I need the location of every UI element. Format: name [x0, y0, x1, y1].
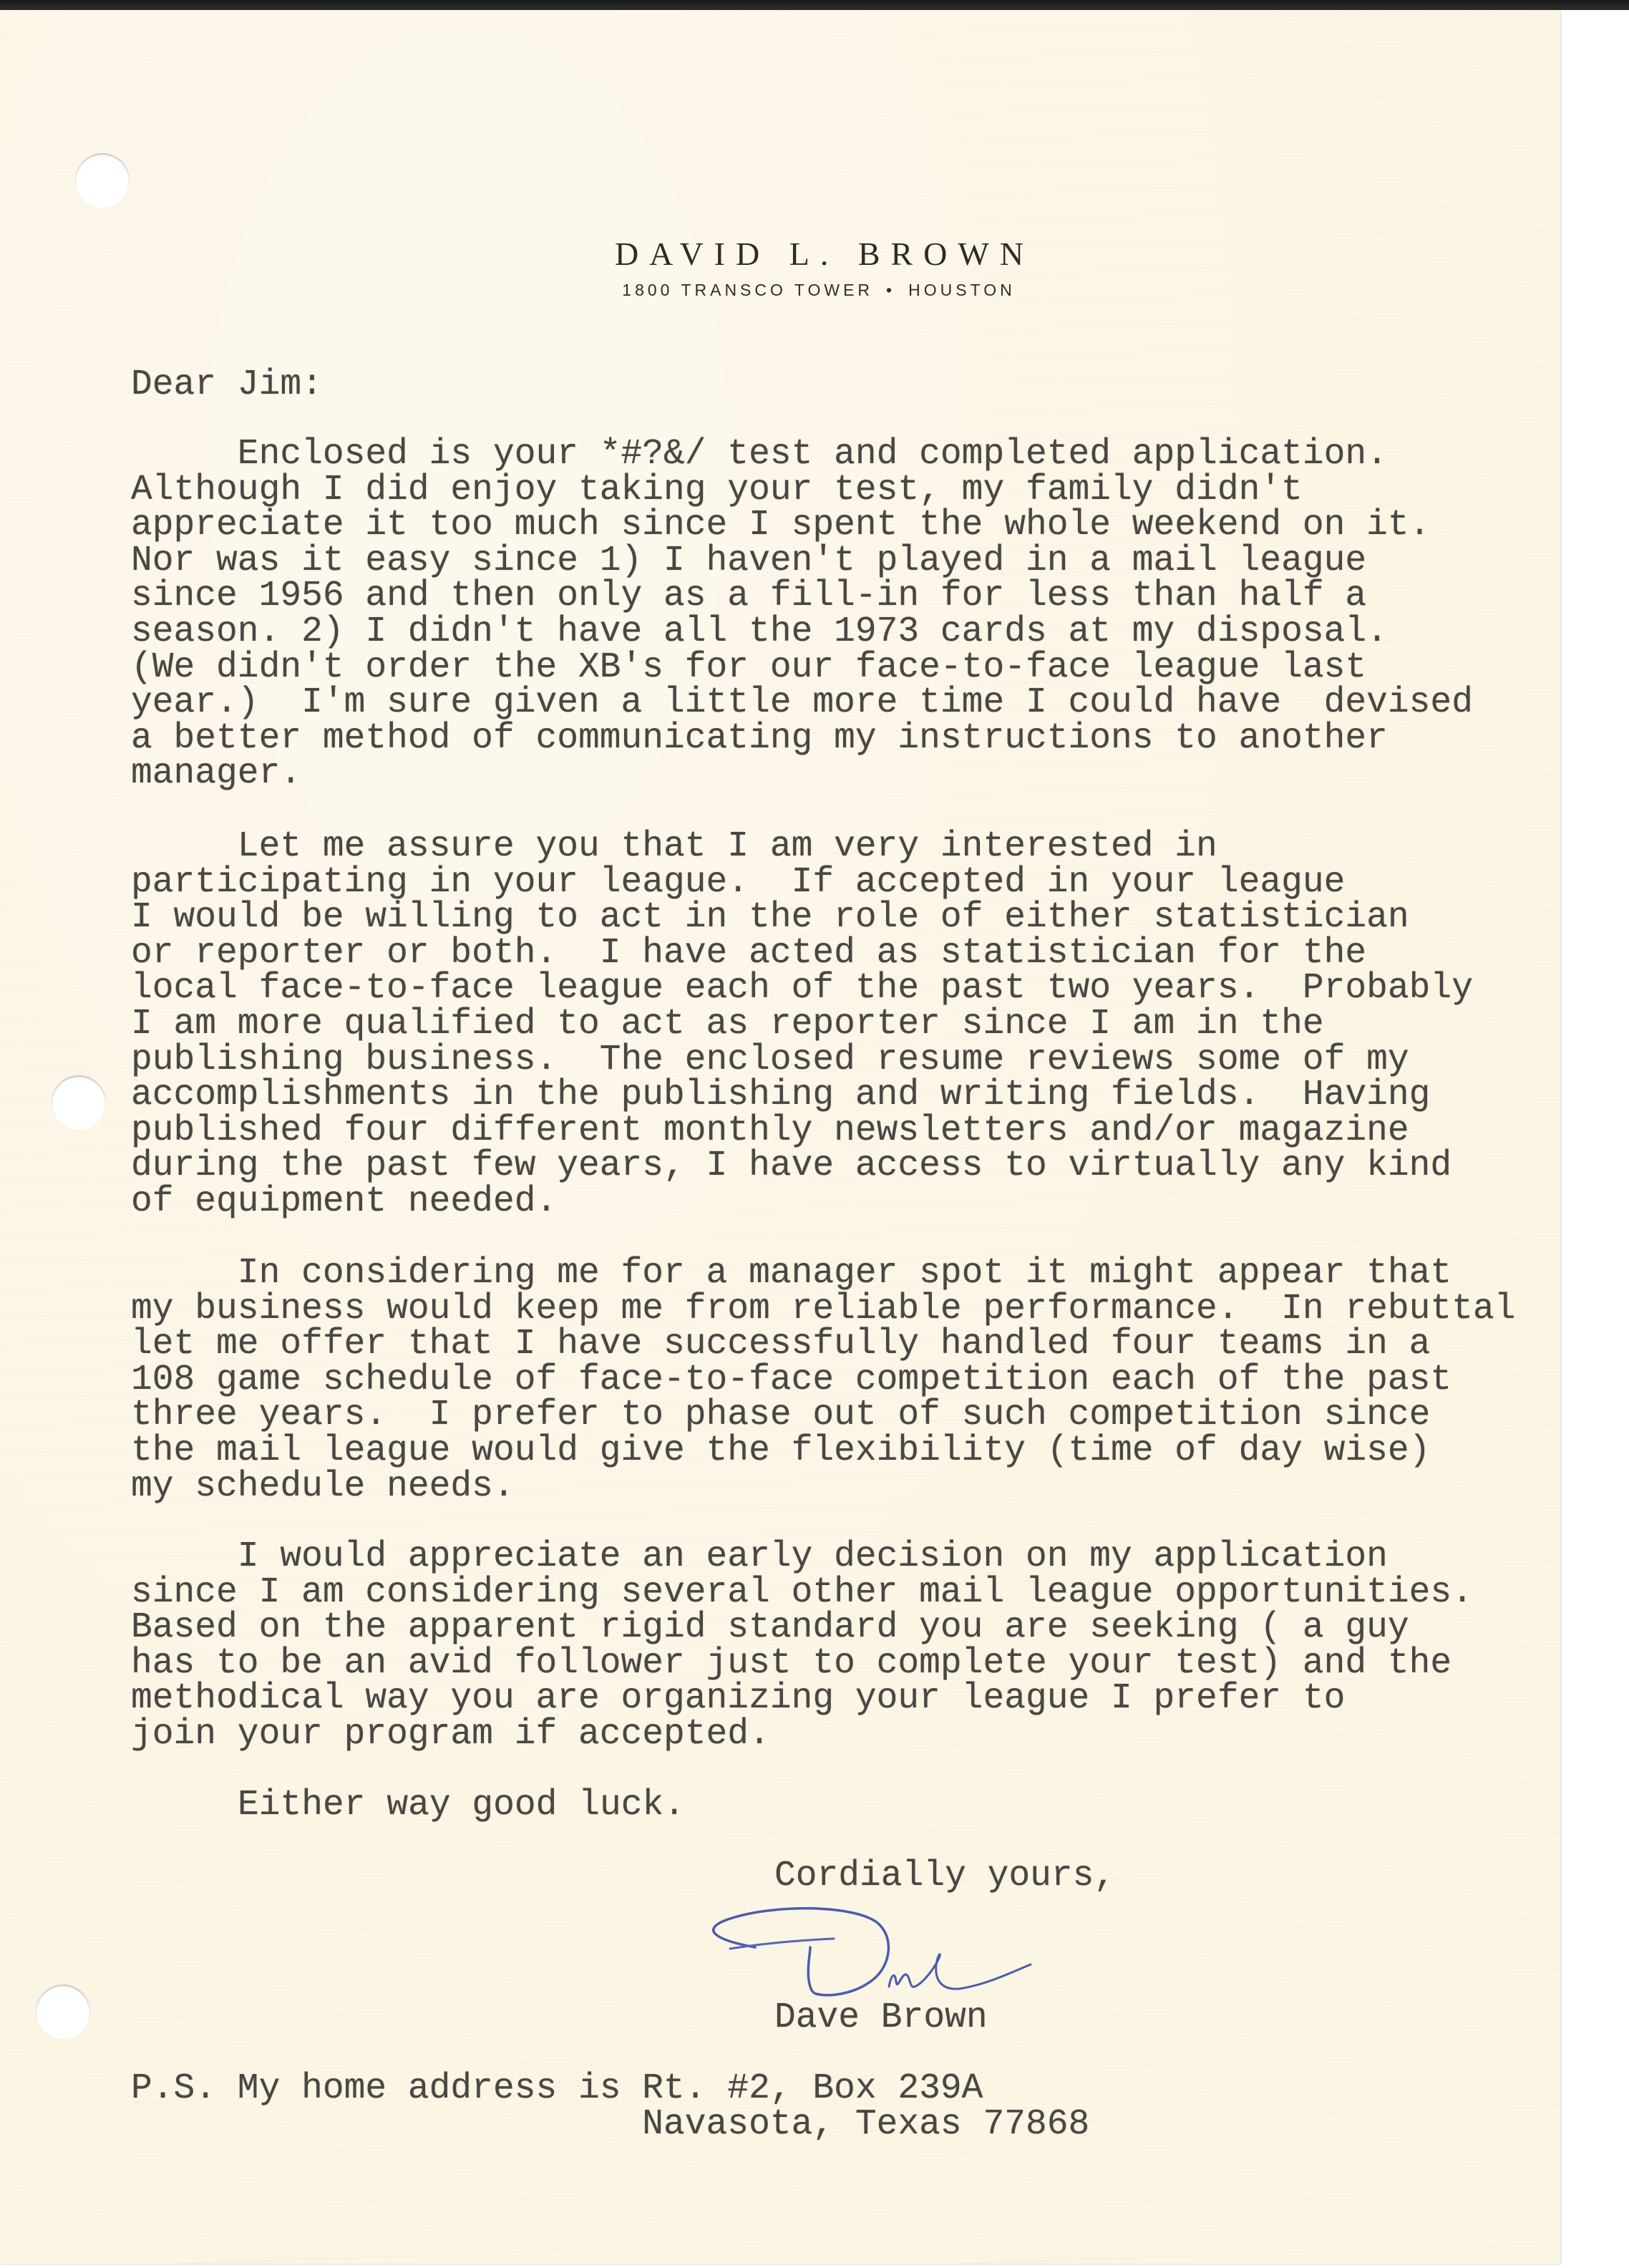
punch-hole-middle — [52, 1075, 106, 1130]
paragraph-1 — [131, 434, 1473, 794]
paragraph-line: the mail league would give the flexibility (time of day wise) — [131, 1430, 1431, 1470]
paragraph-line: Enclosed is your *#?&/ test and completed application. — [131, 434, 1388, 474]
paragraph-line: three years. I prefer to phase out of such competition since — [131, 1395, 1431, 1435]
punch-hole-bottom — [36, 1984, 90, 2039]
printed-signature-name: Dave Brown — [774, 1997, 988, 2037]
postscript-line-1: P.S. My home address is Rt. #2, Box 239A — [131, 2068, 983, 2108]
paragraph-line: local face-to-face league each of the past two years. Probably — [131, 968, 1473, 1009]
postscript — [131, 2068, 1090, 2144]
paragraph-2 — [131, 826, 1473, 1221]
paragraph-3 — [131, 1253, 1516, 1506]
paragraph-line: my schedule needs. — [131, 1465, 515, 1506]
paragraph-line: my business would keep me from reliable performance. In rebuttal — [131, 1288, 1516, 1329]
paragraph-4 — [131, 1536, 1473, 1754]
paragraph-line: let me offer that I have successfully handled four teams in a — [131, 1324, 1431, 1365]
paragraph-line: In considering me for a manager spot it might appear that — [131, 1253, 1452, 1293]
paragraph-line: since I am considering several other mail league opportunities. — [131, 1571, 1473, 1612]
paragraph-line: published four different monthly newsletters and/or magazine — [131, 1110, 1409, 1150]
letterhead-city: HOUSTON — [908, 281, 1016, 299]
bullet-separator-icon: • — [886, 281, 896, 299]
paragraph-line: during the past few years, I have access to virtually any kind — [131, 1145, 1452, 1186]
scanner-edge-band — [0, 0, 1629, 10]
paragraph-line: Although I did enjoy taking your test, my family didn't — [131, 469, 1303, 510]
paragraph-line: Nor was it easy since 1) I haven't played in a mail league — [131, 540, 1367, 581]
paragraph-line: publishing business. The enclosed resume reviews some of my — [131, 1039, 1409, 1080]
letterhead-street: 1800 TRANSCO TOWER — [622, 281, 874, 299]
postscript-line-2: Navasota, Texas 77868 — [131, 2103, 1090, 2144]
paragraph-line: season. 2) I didn't have all the 1973 cards at my disposal. — [131, 611, 1388, 651]
paragraph-line: (We didn't order the XB's for our face-to-face league last — [131, 646, 1367, 687]
paragraph-line: join your program if accepted. — [131, 1713, 770, 1754]
paragraph-line: manager. — [131, 753, 302, 794]
paragraph-line: appreciate it too much since I spent the whole weekend on it. — [131, 505, 1431, 546]
handwritten-signature-icon — [687, 1890, 1074, 2005]
paragraph-line: methodical way you are organizing your league I prefer to — [131, 1678, 1346, 1719]
paragraph-line: participating in your league. If accepted in your league — [131, 861, 1346, 902]
paragraph-line: Let me assure you that I am very interested in — [131, 826, 1217, 866]
paragraph-line: accomplishments in the publishing and writing fields. Having — [131, 1075, 1431, 1115]
paragraph-line: has to be an avid follower just to complete your test) and the — [131, 1642, 1452, 1683]
salutation: Dear Jim: — [131, 364, 323, 404]
paragraph-line: year.) I'm sure given a little more time I could have devised — [131, 682, 1473, 723]
paragraph-line: of equipment needed. — [131, 1181, 558, 1221]
closing-remark: Either way good luck. — [238, 1785, 685, 1825]
valediction: Cordially yours, — [774, 1856, 1116, 1896]
paragraph-line: a better method of communicating my instructions to another — [131, 717, 1388, 758]
letterhead-address — [0, 281, 1629, 300]
paragraph-line: I would be willing to act in the role of either statistician — [131, 897, 1409, 938]
paragraph-line: 108 game schedule of face-to-face competition each of the past — [131, 1359, 1452, 1400]
paragraph-line: I would appreciate an early decision on my application — [131, 1536, 1388, 1576]
punch-hole-top — [75, 153, 130, 208]
letterhead-name: DAVID L. BROWN — [614, 236, 1035, 272]
paragraph-line: or reporter or both. I have acted as statistician for the — [131, 932, 1367, 973]
paragraph-line: since 1956 and then only as a fill-in for less than half a — [131, 576, 1367, 616]
paragraph-line: Based on the apparent rigid standard you are seeking ( a guy — [131, 1607, 1409, 1648]
paragraph-line: I am more qualified to act as reporter since I am in the — [131, 1003, 1324, 1044]
